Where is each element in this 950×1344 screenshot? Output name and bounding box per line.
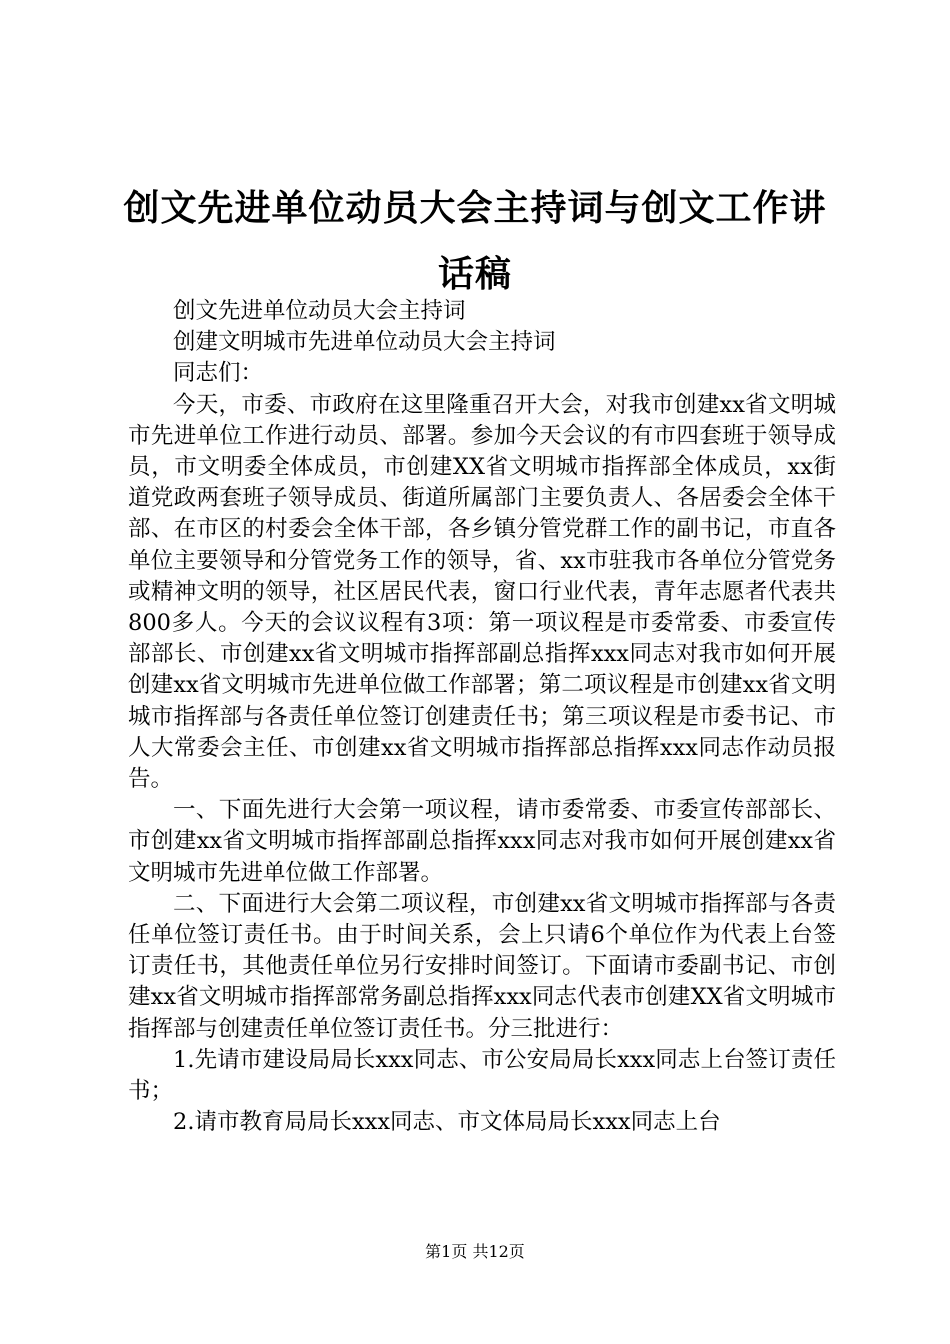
document-body [128, 296, 836, 1138]
paragraph-salutation: 同志们： [173, 360, 264, 387]
paragraph-agenda-item-1: 一、下面先进行大会第一项议程，请市委常委、市委宣传部部长、市创建xx省文明城市指挥部副总指挥xxx同志对我市如何开展创建xx省文明城市先进单位做工作部署。 [128, 797, 836, 886]
paragraph-agenda-item-2: 二、下面进行大会第二项议程，市创建xx省文明城市指挥部与各责任单位签订责任书。由于时间关系，会上只请6个单位作为代表上台签订责任书，其他责任单位另行安排时间签订。下面请市委副书记、市创建xx省文明城市指挥部常务副总指挥xxx同志代表市创建XX省文明城市指挥部与创建责任单位签订责任书。分三批进行： [128, 890, 836, 1042]
paragraph-list-item-1: 1.先请市建设局局长xxx同志、市公安局局长xxx同志上台签订责任书； [128, 1046, 836, 1105]
paragraph-introduction: 今天，市委、市政府在这里隆重召开大会，对我市创建xx省文明城市先进单位工作进行动员、部署。参加今天会议的有市四套班于领导成员，市文明委全体成员，市创建XX省文明城市指挥部全体成员，xx街道党政两套班子领导成员、街道所属部门主要负责人、各居委会全体干部、在市区的村委会全体干部，各乡镇分管党群工作的副书记，市直各单位主要领导和分管党务工作的领导，省、xx市驻我市各单位分管党务或精神文明的领导，社区居民代表，窗口行业代表，青年志愿者代表共800多人。今天的会议议程有3项：第一项议程是市委常委、市委宣传部部长、市创建xx省文明城市指挥部副总指挥xxx同志对我市如何开展创建xx省文明城市先进单位做工作部署；第二项议程是市创建xx省文明城市指挥部与各责任单位签订创建责任书；第三项议程是市委书记、市人大常委会主任、市创建xx省文明城市指挥部总指挥xxx同志作动员报告。 [128, 391, 836, 793]
paragraph-heading-2: 创建文明城市先进单位动员大会主持词 [173, 329, 556, 356]
document-title: 创文先进单位动员大会主持词与创文工作讲话稿 [123, 188, 827, 295]
page-footer: 第1页 共12页 [425, 1242, 525, 1261]
paragraph-list-item-2: 2.请市教育局局长xxx同志、市文体局局长xxx同志上台 [173, 1109, 721, 1136]
paragraph-heading-1: 创文先进单位动员大会主持词 [173, 298, 466, 324]
